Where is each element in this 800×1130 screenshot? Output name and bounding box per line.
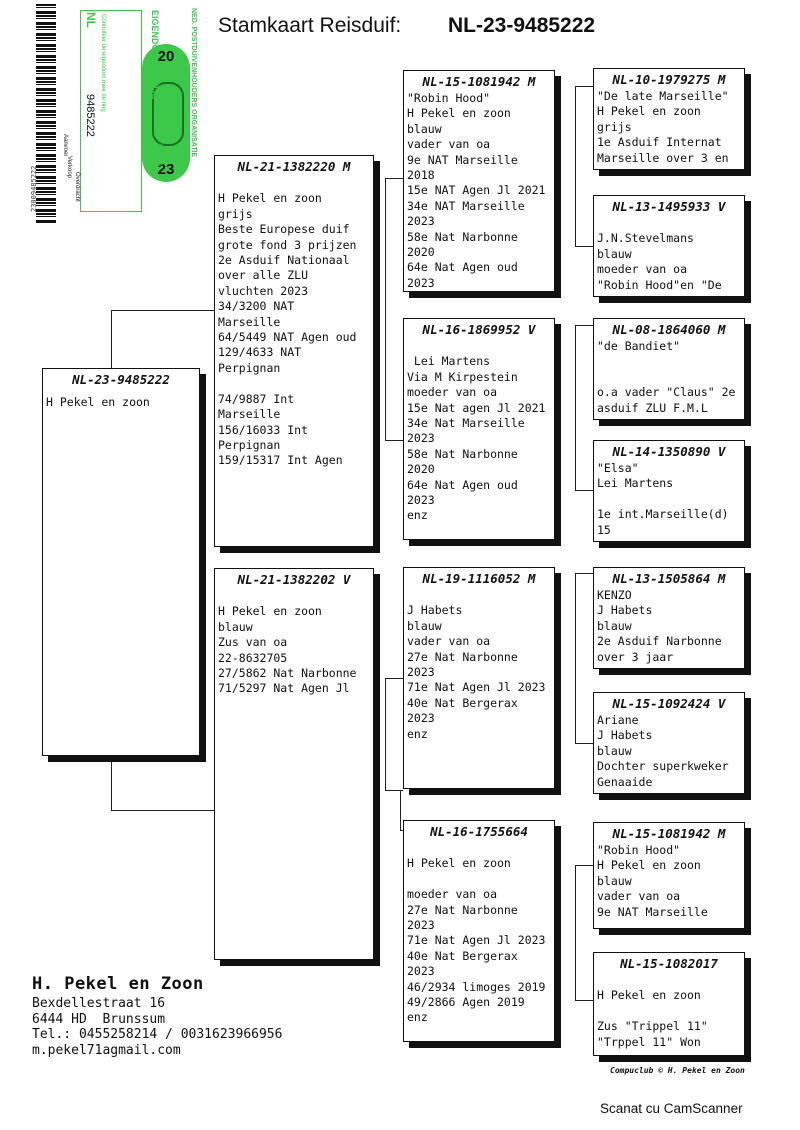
card-father-ring: NL-21-1382220 M bbox=[237, 159, 351, 174]
barcode bbox=[36, 4, 56, 224]
card-mfm-details: Ariane J Habets blauw Dochter superkweker Genaaide bbox=[597, 713, 729, 789]
card-mm-details: H Pekel en zoon moeder van oa 27e Nat Narbonne 2023 71e Nat Agen Jl 2023 40e Nat Bergerax 2023 46/2934 limoges 2019 49/2866 Agen 2019 enz bbox=[407, 856, 546, 1025]
breeder-address: Bexdellestraat 16 6444 HD Brunssum Tel.: 0455258214 / 0031623966956 m.pekel71agmail.com bbox=[32, 996, 283, 1058]
card-grandfather-maternal bbox=[403, 567, 555, 789]
card-ff-details: "Robin Hood" H Pekel en zoon blauw vader van oa 9e NAT Marseille 2018 15e NAT Agen Jl 2021 34e NAT Marseille 2023 58e Nat Narbonne 2020 64e Nat Agen oud 2023 bbox=[407, 91, 546, 290]
sticker-note: Controleer de eigendom mee de ring bbox=[100, 14, 106, 112]
breeder-info bbox=[32, 974, 282, 1058]
card-ggp-mff bbox=[593, 567, 745, 669]
card-fmf-details: "de Bandiet" o.a vader "Claus" 2e asduif ZLU F.M.L bbox=[597, 339, 736, 415]
card-ggp-ffm bbox=[593, 195, 745, 297]
legend-2: Verkoop bbox=[66, 156, 72, 179]
card-grandfather-paternal bbox=[403, 70, 555, 292]
card-mff-details: KENZO J Habets blauw 2e Asduif Narbonne over 3 jaar bbox=[597, 588, 722, 664]
card-ffm-ring: NL-13-1495933 V bbox=[612, 199, 726, 214]
card-ggp-mmf bbox=[593, 822, 745, 929]
title-label: Stamkaart Reisduif: bbox=[218, 14, 402, 37]
card-father bbox=[214, 155, 374, 547]
card-fmm-ring: NL-14-1350890 V bbox=[612, 444, 726, 459]
sticker-year-top: 20 bbox=[157, 48, 175, 65]
card-mother-ring: NL-21-1382202 V bbox=[237, 572, 351, 587]
card-fm-ring: NL-16-1869952 V bbox=[422, 322, 536, 337]
ring-certificate-sticker bbox=[30, 4, 200, 226]
card-mother bbox=[214, 568, 374, 960]
scanner-watermark: Scanat cu CamScanner bbox=[600, 1101, 743, 1116]
card-mmf-ring: NL-15-1081942 M bbox=[612, 826, 726, 841]
card-father-details: H Pekel en zoon grijs Beste Europese duif grote fond 3 prijzen 2e Asduif Nationaal over alle ZLU vluchten 2023 34/3200 NAT Marseille 64/5449 NAT Agen oud 129/4633 NAT Perpignan 74/9887 Int Marseille 156/16033 Int Perpignan 159/15317 Int Agen bbox=[218, 191, 357, 468]
legend-3: Overdracht bbox=[74, 172, 80, 202]
card-mfm-ring: NL-15-1092424 V bbox=[612, 696, 726, 711]
page-title bbox=[218, 14, 596, 38]
card-mf-ring: NL-19-1116052 M bbox=[422, 571, 536, 586]
card-ffm-details: J.N.Stevelmans blauw moeder van oa "Robin Hood"en "De bbox=[597, 231, 722, 292]
card-fmf-ring: NL-08-1864060 M bbox=[612, 322, 726, 337]
card-subject bbox=[42, 368, 200, 756]
card-mff-ring: NL-13-1505864 M bbox=[612, 571, 726, 586]
card-mmf-details: "Robin Hood" H Pekel en zoon blauw vader van oa 9e NAT Marseille bbox=[597, 843, 708, 919]
card-grandmother-maternal bbox=[403, 820, 555, 1042]
credit-line: Compuclub © H. Pekel en Zoon bbox=[610, 1066, 745, 1075]
card-fm-details: Lei Martens Via M Kirpestein moeder van oa 15e Nat agen Jl 2021 34e Nat Marseille 2023 58e Nat Narbonne 2020 64e Nat Agen oud 2023 enz bbox=[407, 354, 546, 523]
card-fff-details: "De late Marseille" H Pekel en zoon grijs 1e Asduif Internat Marseille over 3 en bbox=[597, 89, 729, 165]
card-grandmother-paternal bbox=[403, 318, 555, 540]
card-ff-ring: NL-15-1081942 M bbox=[422, 74, 536, 89]
title-ring-number: NL-23-9485222 bbox=[448, 14, 596, 37]
sticker-year-bottom: 23 bbox=[157, 161, 175, 178]
card-fmm-details: "Elsa" Lei Martens 1e int.Marseille(d) 15 bbox=[597, 461, 729, 537]
card-ggp-fmm bbox=[593, 440, 745, 542]
card-mm-ring: NL-16-1755664 bbox=[430, 824, 528, 839]
sticker-country: NL bbox=[84, 12, 98, 28]
card-mmm-details: H Pekel en zoon Zus "Trippel 11" "Trppel 11" Won bbox=[597, 988, 708, 1049]
card-mf-details: J Habets blauw vader van oa 27e Nat Narbonne 2023 71e Nat Agen Jl 2023 40e Nat Bergerax 2023 enz bbox=[407, 603, 546, 741]
card-ggp-fmf bbox=[593, 318, 745, 420]
card-subject-ring: NL-23-9485222 bbox=[72, 372, 170, 387]
sticker-org-1: NED. POSTDUIVENHOUDERS ORGANISATIE bbox=[190, 8, 197, 158]
card-subject-details: H Pekel en zoon bbox=[46, 395, 150, 409]
sticker-org-2: EIGENDOMSBEWIJS bbox=[150, 10, 160, 100]
sticker-number: 9485222 bbox=[84, 94, 96, 137]
card-mmm-ring: NL-15-1082017 bbox=[620, 956, 718, 971]
card-ggp-mfm bbox=[593, 692, 745, 794]
card-ggp-mmm bbox=[593, 952, 745, 1056]
barcode-number: 23009485222 bbox=[30, 165, 38, 212]
card-fff-ring: NL-10-1979275 M bbox=[612, 72, 726, 87]
card-ggp-fff bbox=[593, 68, 745, 170]
card-mother-details: H Pekel en zoon blauw Zus van oa 22-8632705 27/5862 Nat Narbonne 71/5297 Nat Agen Jl bbox=[218, 604, 357, 696]
sticker-org-3: RING bbox=[154, 144, 164, 167]
legend-1: Aanvoer bbox=[62, 134, 68, 157]
breeder-name: H. Pekel en Zoon bbox=[32, 974, 204, 994]
